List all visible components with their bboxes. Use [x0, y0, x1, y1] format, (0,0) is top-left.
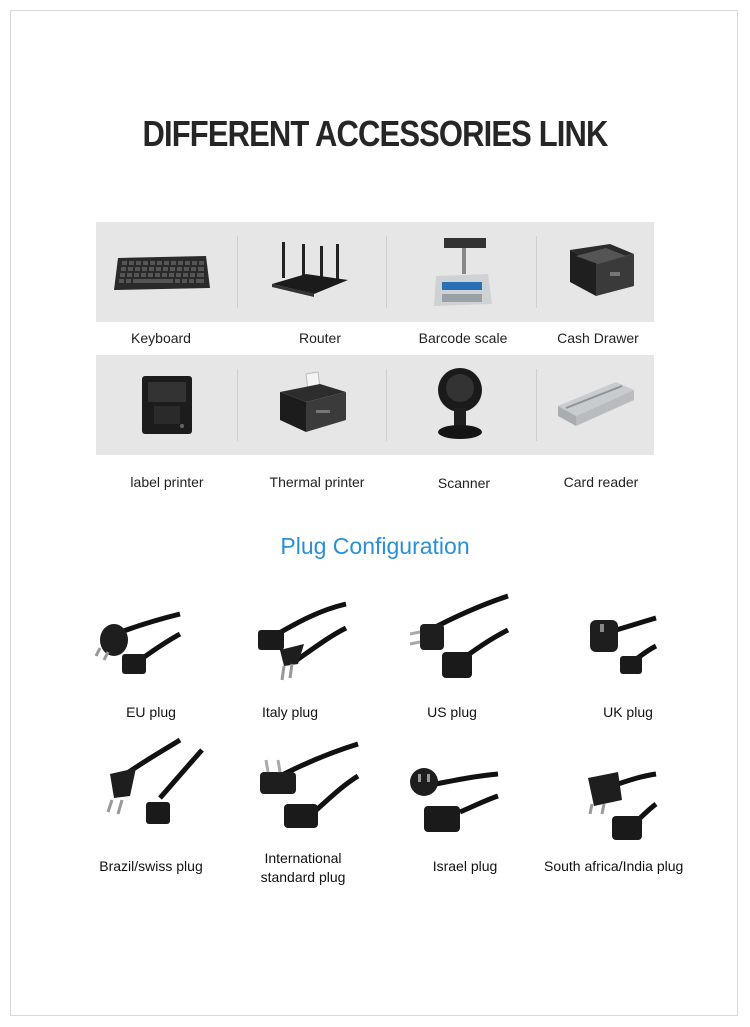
accessory-label-router: Router — [298, 330, 342, 346]
accessory-label-scanner: Scanner — [437, 475, 491, 491]
us-plug-icon — [406, 590, 510, 690]
plug-label-italy: Italy plug — [261, 704, 319, 720]
plug-label-international — [228, 849, 378, 887]
accessory-label-card-reader: Card reader — [563, 474, 639, 490]
accessory-label-barcode-scale: Barcode scale — [418, 330, 508, 346]
divider — [386, 369, 387, 441]
router-icon — [266, 240, 350, 298]
scanner-icon — [430, 366, 490, 442]
israel-plug-icon — [404, 754, 500, 838]
italy-plug-icon — [254, 600, 350, 684]
plug-label-israel: Israel plug — [432, 858, 498, 874]
uk-plug-icon — [586, 610, 656, 684]
plug-label-south-africa: South africa/India plug — [544, 858, 684, 874]
plug-label-brazil-swiss: Brazil/swiss plug — [99, 858, 203, 874]
divider — [237, 236, 238, 308]
international-plug-icon — [254, 740, 360, 836]
plug-label-us: US plug — [427, 704, 477, 720]
page-title: DIFFERENT ACCESSORIES LINK — [142, 113, 608, 154]
accessory-label-cash-drawer: Cash Drawer — [557, 330, 639, 346]
barcode-scale-icon — [432, 236, 494, 308]
divider — [386, 236, 387, 308]
divider — [536, 369, 537, 441]
cash-drawer-icon — [566, 242, 636, 300]
thermal-printer-icon — [276, 370, 348, 436]
accessory-label-label-printer: label printer — [130, 474, 204, 490]
label-printer-icon — [138, 372, 196, 438]
plug-configuration-title: Plug Configuration — [280, 533, 470, 559]
accessory-label-thermal-printer: Thermal printer — [269, 474, 365, 490]
plug-label-international-line1: International — [264, 850, 342, 866]
accessory-label-keyboard: Keyboard — [131, 330, 191, 346]
plug-label-international-line2: standard plug — [260, 869, 346, 885]
divider — [536, 236, 537, 308]
card-reader-icon — [552, 378, 636, 428]
plug-label-eu: EU plug — [126, 704, 176, 720]
brazil-swiss-plug-icon — [96, 738, 208, 834]
divider — [237, 369, 238, 441]
plug-label-uk: UK plug — [603, 704, 653, 720]
south-africa-plug-icon — [582, 756, 656, 846]
keyboard-icon — [112, 252, 212, 294]
eu-plug-icon — [96, 604, 184, 682]
